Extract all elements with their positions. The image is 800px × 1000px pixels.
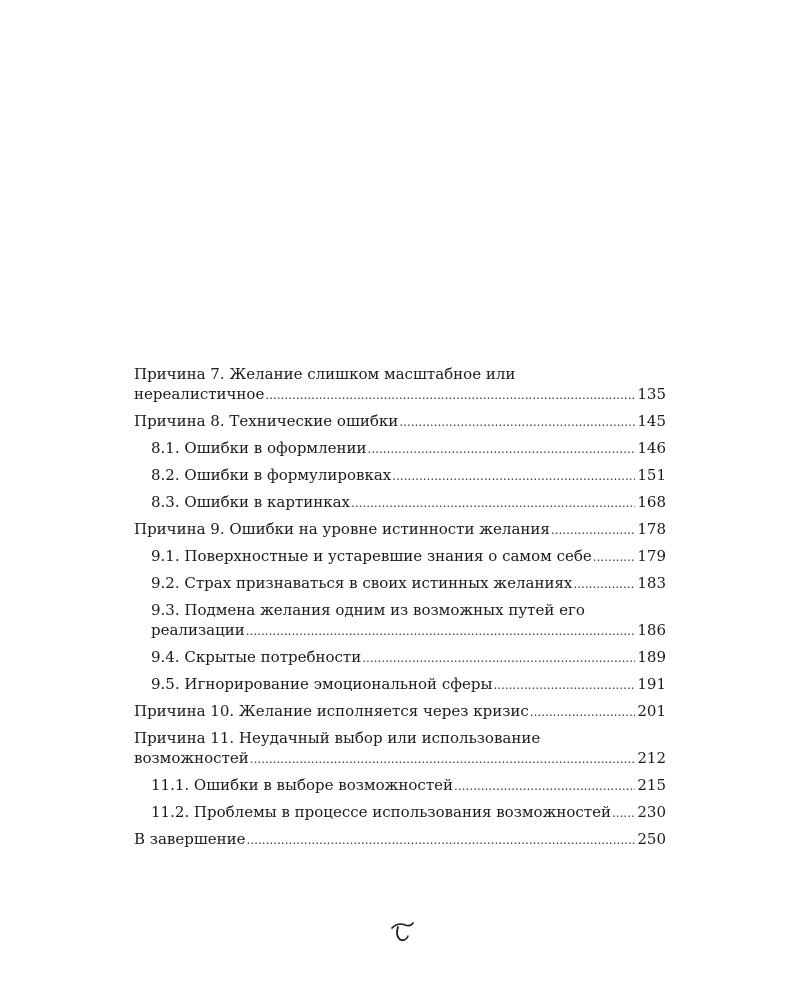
toc-subentry[interactable]: [134, 775, 666, 796]
toc-entry-title: Причина 9. Ошибки на уровне истинности желания: [134, 520, 550, 538]
toc-subentry[interactable]: [134, 573, 666, 594]
dot-leader: [247, 830, 636, 850]
toc-entry-title: 11.2. Проблемы в процессе использования возможностей: [151, 803, 611, 821]
toc-page-number: 186: [637, 621, 666, 639]
toc-page-number: 168: [637, 493, 666, 511]
toc-entry[interactable]: [134, 829, 666, 850]
toc-subentry[interactable]: [134, 647, 666, 668]
dot-leader: [573, 574, 635, 594]
toc-entry-title: В завершение: [134, 830, 246, 848]
dot-leader: [265, 385, 635, 405]
toc-entry-title: 9.2. Страх признаваться в своих истинных желаниях: [151, 574, 573, 592]
page-ornament-icon: [388, 918, 418, 948]
dot-leader: [399, 412, 635, 432]
toc-entry[interactable]: [134, 411, 666, 432]
table-of-contents: [134, 364, 666, 856]
toc-entry-title: 9.1. Поверхностные и устаревшие знания о самом себе: [151, 547, 592, 565]
toc-entry-title-line1: 9.3. Подмена желания одним из возможных путей его: [151, 601, 585, 619]
toc-entry-title: Причина 8. Технические ошибки: [134, 412, 399, 430]
toc-entry[interactable]: [134, 728, 666, 769]
toc-entry-title: 8.3. Ошибки в картинках: [151, 493, 351, 511]
toc-subentry[interactable]: [134, 465, 666, 486]
toc-subentry[interactable]: [134, 600, 666, 641]
dot-leader: [612, 803, 635, 823]
toc-entry-title: 9.5. Игнорирование эмоциональной сферы: [151, 675, 493, 693]
toc-page-number: 135: [637, 385, 666, 403]
toc-page-number: 212: [637, 749, 666, 767]
toc-entry-title-line1: Причина 7. Желание слишком масштабное или: [134, 365, 516, 383]
toc-entry-title: 8.2. Ошибки в формулировках: [151, 466, 392, 484]
dot-leader: [368, 439, 636, 459]
toc-subentry[interactable]: [134, 492, 666, 513]
swirl-ornament-icon: [388, 918, 418, 948]
dot-leader: [593, 547, 636, 567]
toc-subentry[interactable]: [134, 802, 666, 823]
toc-page-number: 201: [637, 702, 666, 720]
toc-entry-title: 9.4. Скрытые потребности: [151, 648, 362, 666]
toc-entry-title: реализации: [151, 621, 245, 639]
toc-subentry[interactable]: [134, 674, 666, 695]
toc-page-number: 179: [637, 547, 666, 565]
toc-entry-title: 11.1. Ошибки в выборе возможностей: [151, 776, 454, 794]
dot-leader: [530, 702, 636, 722]
toc-page-number: 250: [637, 830, 666, 848]
dot-leader: [493, 675, 635, 695]
dot-leader: [246, 621, 636, 641]
toc-entry[interactable]: [134, 701, 666, 722]
toc-entry[interactable]: [134, 519, 666, 540]
dot-leader: [362, 648, 635, 668]
toc-page-number: 178: [637, 520, 666, 538]
toc-page-number: 189: [637, 648, 666, 666]
toc-entry-title-line1: Причина 11. Неудачный выбор или использование: [134, 729, 541, 747]
dot-leader: [454, 776, 635, 796]
dot-leader: [250, 749, 636, 769]
dot-leader: [351, 493, 635, 513]
toc-page-number: 191: [637, 675, 666, 693]
toc-page-number: 230: [637, 803, 666, 821]
dot-leader: [392, 466, 635, 486]
toc-entry-title: нереалистичное: [134, 385, 265, 403]
toc-page-number: 146: [637, 439, 666, 457]
toc-entry-title: 8.1. Ошибки в оформлении: [151, 439, 367, 457]
dot-leader: [551, 520, 636, 540]
toc-page-number: 215: [637, 776, 666, 794]
toc-page-number: 151: [637, 466, 666, 484]
toc-entry-title: возможностей: [134, 749, 249, 767]
toc-entry[interactable]: [134, 364, 666, 405]
toc-page-number: 145: [637, 412, 666, 430]
toc-subentry[interactable]: [134, 438, 666, 459]
toc-entry-title: Причина 10. Желание исполняется через кризис: [134, 702, 529, 720]
toc-page-number: 183: [637, 574, 666, 592]
toc-subentry[interactable]: [134, 546, 666, 567]
